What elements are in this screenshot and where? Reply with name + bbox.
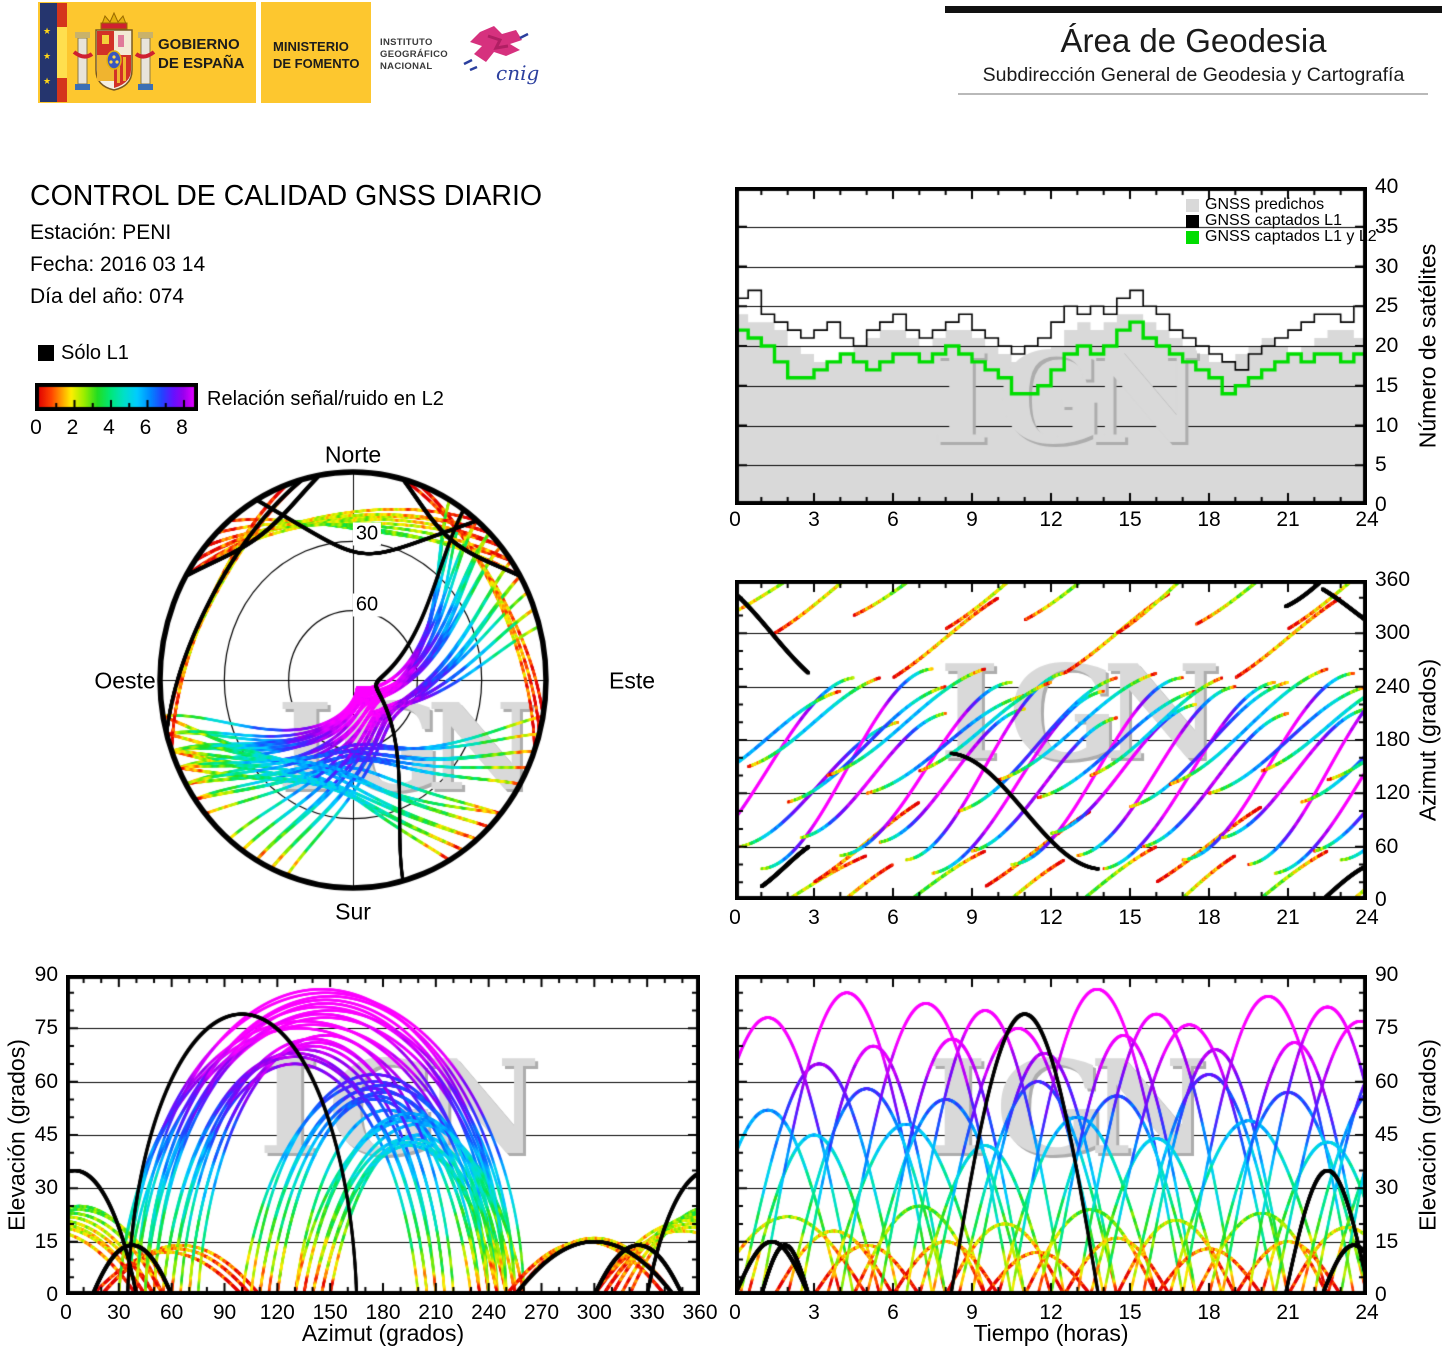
date-line: Fecha: 2016 03 14: [30, 253, 206, 276]
area-geodesia-header: [945, 4, 1442, 99]
sat-count-y-axis-title: Número de satélites: [1414, 243, 1441, 449]
eu-flag-strip: [40, 3, 57, 102]
elevation-azimuth-chart: [66, 975, 700, 1295]
spain-flag-strip: [57, 3, 67, 102]
tick-label: 0: [1375, 1283, 1387, 1306]
skyplot-north-label: Norte: [324, 441, 382, 468]
captados-l1l2-swatch: [1186, 231, 1199, 244]
tick-label: 240: [471, 1301, 507, 1324]
tick-label: 9: [966, 906, 978, 929]
tick-label: 20: [1375, 334, 1399, 357]
header-bottom-rule: [958, 93, 1428, 95]
tick-label: 90: [34, 963, 58, 986]
skyplot-south-label: Sur: [335, 898, 371, 925]
solo-l1-label: Sólo L1: [61, 342, 129, 364]
colorbar-tick-label: 0: [30, 416, 42, 439]
tick-label: 45: [1375, 1123, 1399, 1146]
area-geodesia-title: Área de Geodesia: [1060, 22, 1327, 59]
tick-label: 24: [1355, 906, 1379, 929]
svg-text:cnig: cnig: [496, 61, 540, 85]
tick-label: 15: [1118, 906, 1142, 929]
tick-label: 60: [159, 1301, 184, 1324]
tick-label: 6: [887, 508, 899, 531]
skyplot-ring-30-label: 30: [353, 523, 381, 546]
tick-label: 30: [1375, 1176, 1399, 1200]
skyplot-east-label: Este: [608, 667, 656, 694]
predichos-swatch: [1186, 199, 1199, 212]
eu-star-icon: ★: [43, 76, 52, 86]
tick-label: 180: [365, 1301, 401, 1324]
tick-label: 6: [887, 906, 899, 929]
gobierno-espana-banner: [38, 2, 256, 103]
tick-label: 15: [1375, 1229, 1399, 1253]
tick-label: 0: [729, 906, 741, 929]
tick-label: 3: [808, 508, 820, 531]
tick-label: 15: [1118, 1301, 1142, 1324]
predichos-label: GNSS predichos: [1205, 196, 1325, 213]
tick-label: 35: [1375, 214, 1399, 238]
government-logo-block: [0, 0, 560, 105]
eu-star-icon: ★: [43, 26, 52, 36]
tick-label: 18: [1197, 906, 1221, 929]
colorbar-tick-label: 8: [176, 416, 188, 439]
solo-l1-swatch: [38, 345, 54, 361]
tick-label: 6: [887, 1301, 899, 1324]
tick-label: 300: [1375, 621, 1411, 645]
captados-l1l2-label: GNSS captados L1 y L2: [1205, 228, 1377, 245]
tick-label: 25: [1375, 294, 1399, 318]
ign-cnig-card: [372, 2, 544, 103]
tick-label: 0: [1375, 493, 1387, 516]
tick-label: 18: [1197, 508, 1221, 531]
tick-label: 60: [1375, 834, 1399, 858]
elev-time-y-axis-title: Elevación (grados): [1414, 1039, 1441, 1231]
ministerio-fomento-banner: [261, 2, 371, 103]
eu-star-icon: ★: [43, 51, 52, 61]
tick-label: 24: [1355, 1301, 1379, 1324]
tick-label: 75: [34, 1016, 58, 1040]
tick-label: 0: [729, 1301, 741, 1324]
tick-label: 30: [107, 1301, 131, 1324]
tick-label: 30: [34, 1176, 58, 1200]
tick-label: 360: [1375, 568, 1411, 591]
report-title: CONTROL DE CALIDAD GNSS DIARIO: [30, 180, 543, 212]
azimuth-x-axis-title: Azimut (grados): [301, 1320, 465, 1346]
tick-label: 15: [1375, 373, 1399, 397]
subdireccion-subtitle: Subdirección General de Geodesia y Cartografía: [982, 64, 1405, 86]
tick-label: 75: [1375, 1016, 1399, 1040]
tick-label: 9: [966, 508, 978, 531]
tick-label: 21: [1276, 906, 1300, 929]
tick-label: 12: [1039, 508, 1063, 531]
tick-label: 0: [1375, 888, 1387, 911]
cnig-logo-icon: [450, 24, 540, 88]
azimuth-y-axis-title: Azimut (grados): [1414, 658, 1441, 822]
tick-label: 9: [966, 1301, 978, 1324]
tick-label: 360: [682, 1301, 718, 1324]
instituto-geografico-label: INSTITUTO GEOGRÁFICO NACIONAL: [380, 37, 448, 72]
tick-label: 10: [1375, 413, 1399, 437]
tick-label: 90: [212, 1301, 237, 1324]
captados-l1-swatch: [1186, 215, 1199, 228]
tick-label: 21: [1276, 1301, 1300, 1324]
tick-label: 150: [312, 1301, 348, 1324]
colorbar-tick-label: 2: [66, 416, 79, 439]
tick-label: 3: [808, 1301, 820, 1324]
time-x-axis-title: Tiempo (horas): [973, 1320, 1129, 1346]
tick-label: 210: [418, 1301, 454, 1324]
tick-label: 60: [1375, 1069, 1399, 1093]
header-top-rule: [945, 6, 1442, 13]
elevation-time-chart: [735, 975, 1367, 1295]
tick-label: 45: [34, 1123, 58, 1146]
tick-label: 330: [629, 1301, 665, 1324]
doy-line: Día del año: 074: [30, 285, 185, 308]
colorbar-tick-label: 4: [103, 416, 115, 439]
tick-label: 15: [1118, 508, 1142, 531]
tick-label: 270: [523, 1301, 560, 1324]
tick-label: 120: [259, 1301, 295, 1324]
spain-coat-of-arms-icon: [72, 8, 156, 102]
skyplot-chart: [140, 450, 570, 910]
snr-colorbar: [35, 383, 198, 411]
tick-label: 120: [1375, 781, 1411, 805]
skyplot-west-label: Oeste: [94, 667, 156, 694]
tick-label: 24: [1355, 508, 1379, 531]
tick-label: 30: [1375, 254, 1399, 278]
tick-label: 0: [60, 1301, 72, 1324]
tick-label: 3: [808, 906, 820, 929]
tick-label: 21: [1276, 508, 1300, 531]
tick-label: 40: [1375, 175, 1399, 198]
colorbar-label: Relación señal/ruido en L2: [207, 388, 444, 410]
gobierno-espana-label: GOBIERNO DE ESPAÑA: [158, 36, 245, 72]
captados-l1-label: GNSS captados L1: [1205, 212, 1342, 229]
tick-label: 15: [34, 1229, 58, 1253]
tick-label: 60: [34, 1069, 58, 1093]
tick-label: 180: [1375, 728, 1411, 751]
skyplot-ring-60-label: 60: [353, 594, 381, 617]
ministerio-fomento-label: MINISTERIO DE FOMENTO: [273, 39, 360, 71]
tick-label: 0: [729, 508, 741, 531]
station-line: Estación: PENI: [30, 221, 172, 244]
legend-row: [1186, 197, 1377, 213]
elev-azimuth-y-axis-title: Elevación (grados): [3, 1039, 30, 1231]
tick-label: 5: [1375, 453, 1387, 477]
tick-label: 240: [1375, 674, 1411, 698]
legend-row: [1186, 213, 1377, 229]
colorbar-tick-label: 6: [139, 416, 152, 439]
tick-label: 12: [1039, 1301, 1063, 1324]
tick-label: 18: [1197, 1301, 1221, 1324]
satellite-count-legend: [1186, 197, 1377, 245]
tick-label: 300: [576, 1301, 612, 1324]
azimuth-time-chart: [735, 580, 1367, 900]
tick-label: 0: [46, 1283, 58, 1306]
tick-label: 12: [1039, 906, 1063, 929]
tick-label: 90: [1375, 963, 1399, 986]
legend-row: [1186, 229, 1377, 245]
